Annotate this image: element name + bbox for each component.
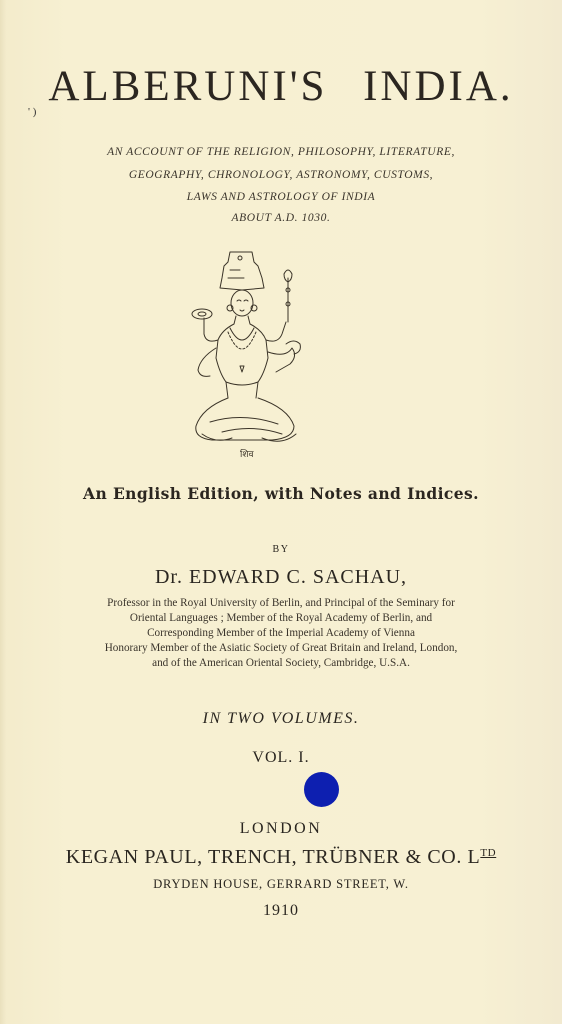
- edition-line: An English Edition, with Notes and Indices.: [83, 484, 479, 503]
- imprint-publisher: [0, 846, 562, 869]
- stray-mark: ' ): [28, 106, 37, 118]
- book-title: ALBERUNI'S INDIA.: [48, 63, 514, 110]
- volumes-note: IN TWO VOLUMES.: [202, 710, 360, 727]
- subtitle-line-3: LAWS AND ASTROLOGY OF INDIA: [186, 191, 376, 203]
- figure-caption: शिव: [240, 450, 254, 460]
- subtitle-line-1: AN ACCOUNT OF THE RELIGION, PHILOSOPHY, LITERATURE,: [107, 146, 455, 158]
- imprint-address: DRYDEN HOUSE, GERRARD STREET, W.: [153, 877, 409, 891]
- affiliation-line-2: Oriental Languages ; Member of the Royal Academy of Berlin, and: [129, 612, 433, 624]
- affiliation-line-4: Honorary Member of the Asiatic Society of Great Britain and Ireland, London,: [104, 642, 458, 654]
- affiliation-line-1: Professor in the Royal University of Berlin, and Principal of the Seminary for: [107, 597, 455, 609]
- volume-number: VOL. I.: [252, 749, 310, 766]
- by-label: BY: [272, 544, 290, 555]
- imprint-city: LONDON: [239, 820, 323, 837]
- publisher-suffix: TD: [480, 847, 497, 859]
- affiliation-line-5: and of the American Oriental Society, Cambridge, U.S.A.: [152, 657, 410, 669]
- imprint-year: 1910: [263, 902, 299, 919]
- affiliation-line-3: Corresponding Member of the Imperial Academy of Vienna: [147, 627, 415, 639]
- subtitle-line-4: ABOUT A.D. 1030.: [231, 212, 331, 224]
- author-name: Dr. EDWARD C. SACHAU,: [154, 566, 408, 588]
- deity-illustration: [182, 248, 322, 460]
- blue-dot-marker: [304, 772, 339, 807]
- publisher-name: KEGAN PAUL, TRENCH, TRÜBNER & CO. L: [65, 846, 481, 868]
- subtitle-line-2: GEOGRAPHY, CHRONOLOGY, ASTRONOMY, CUSTOMS,: [128, 169, 434, 181]
